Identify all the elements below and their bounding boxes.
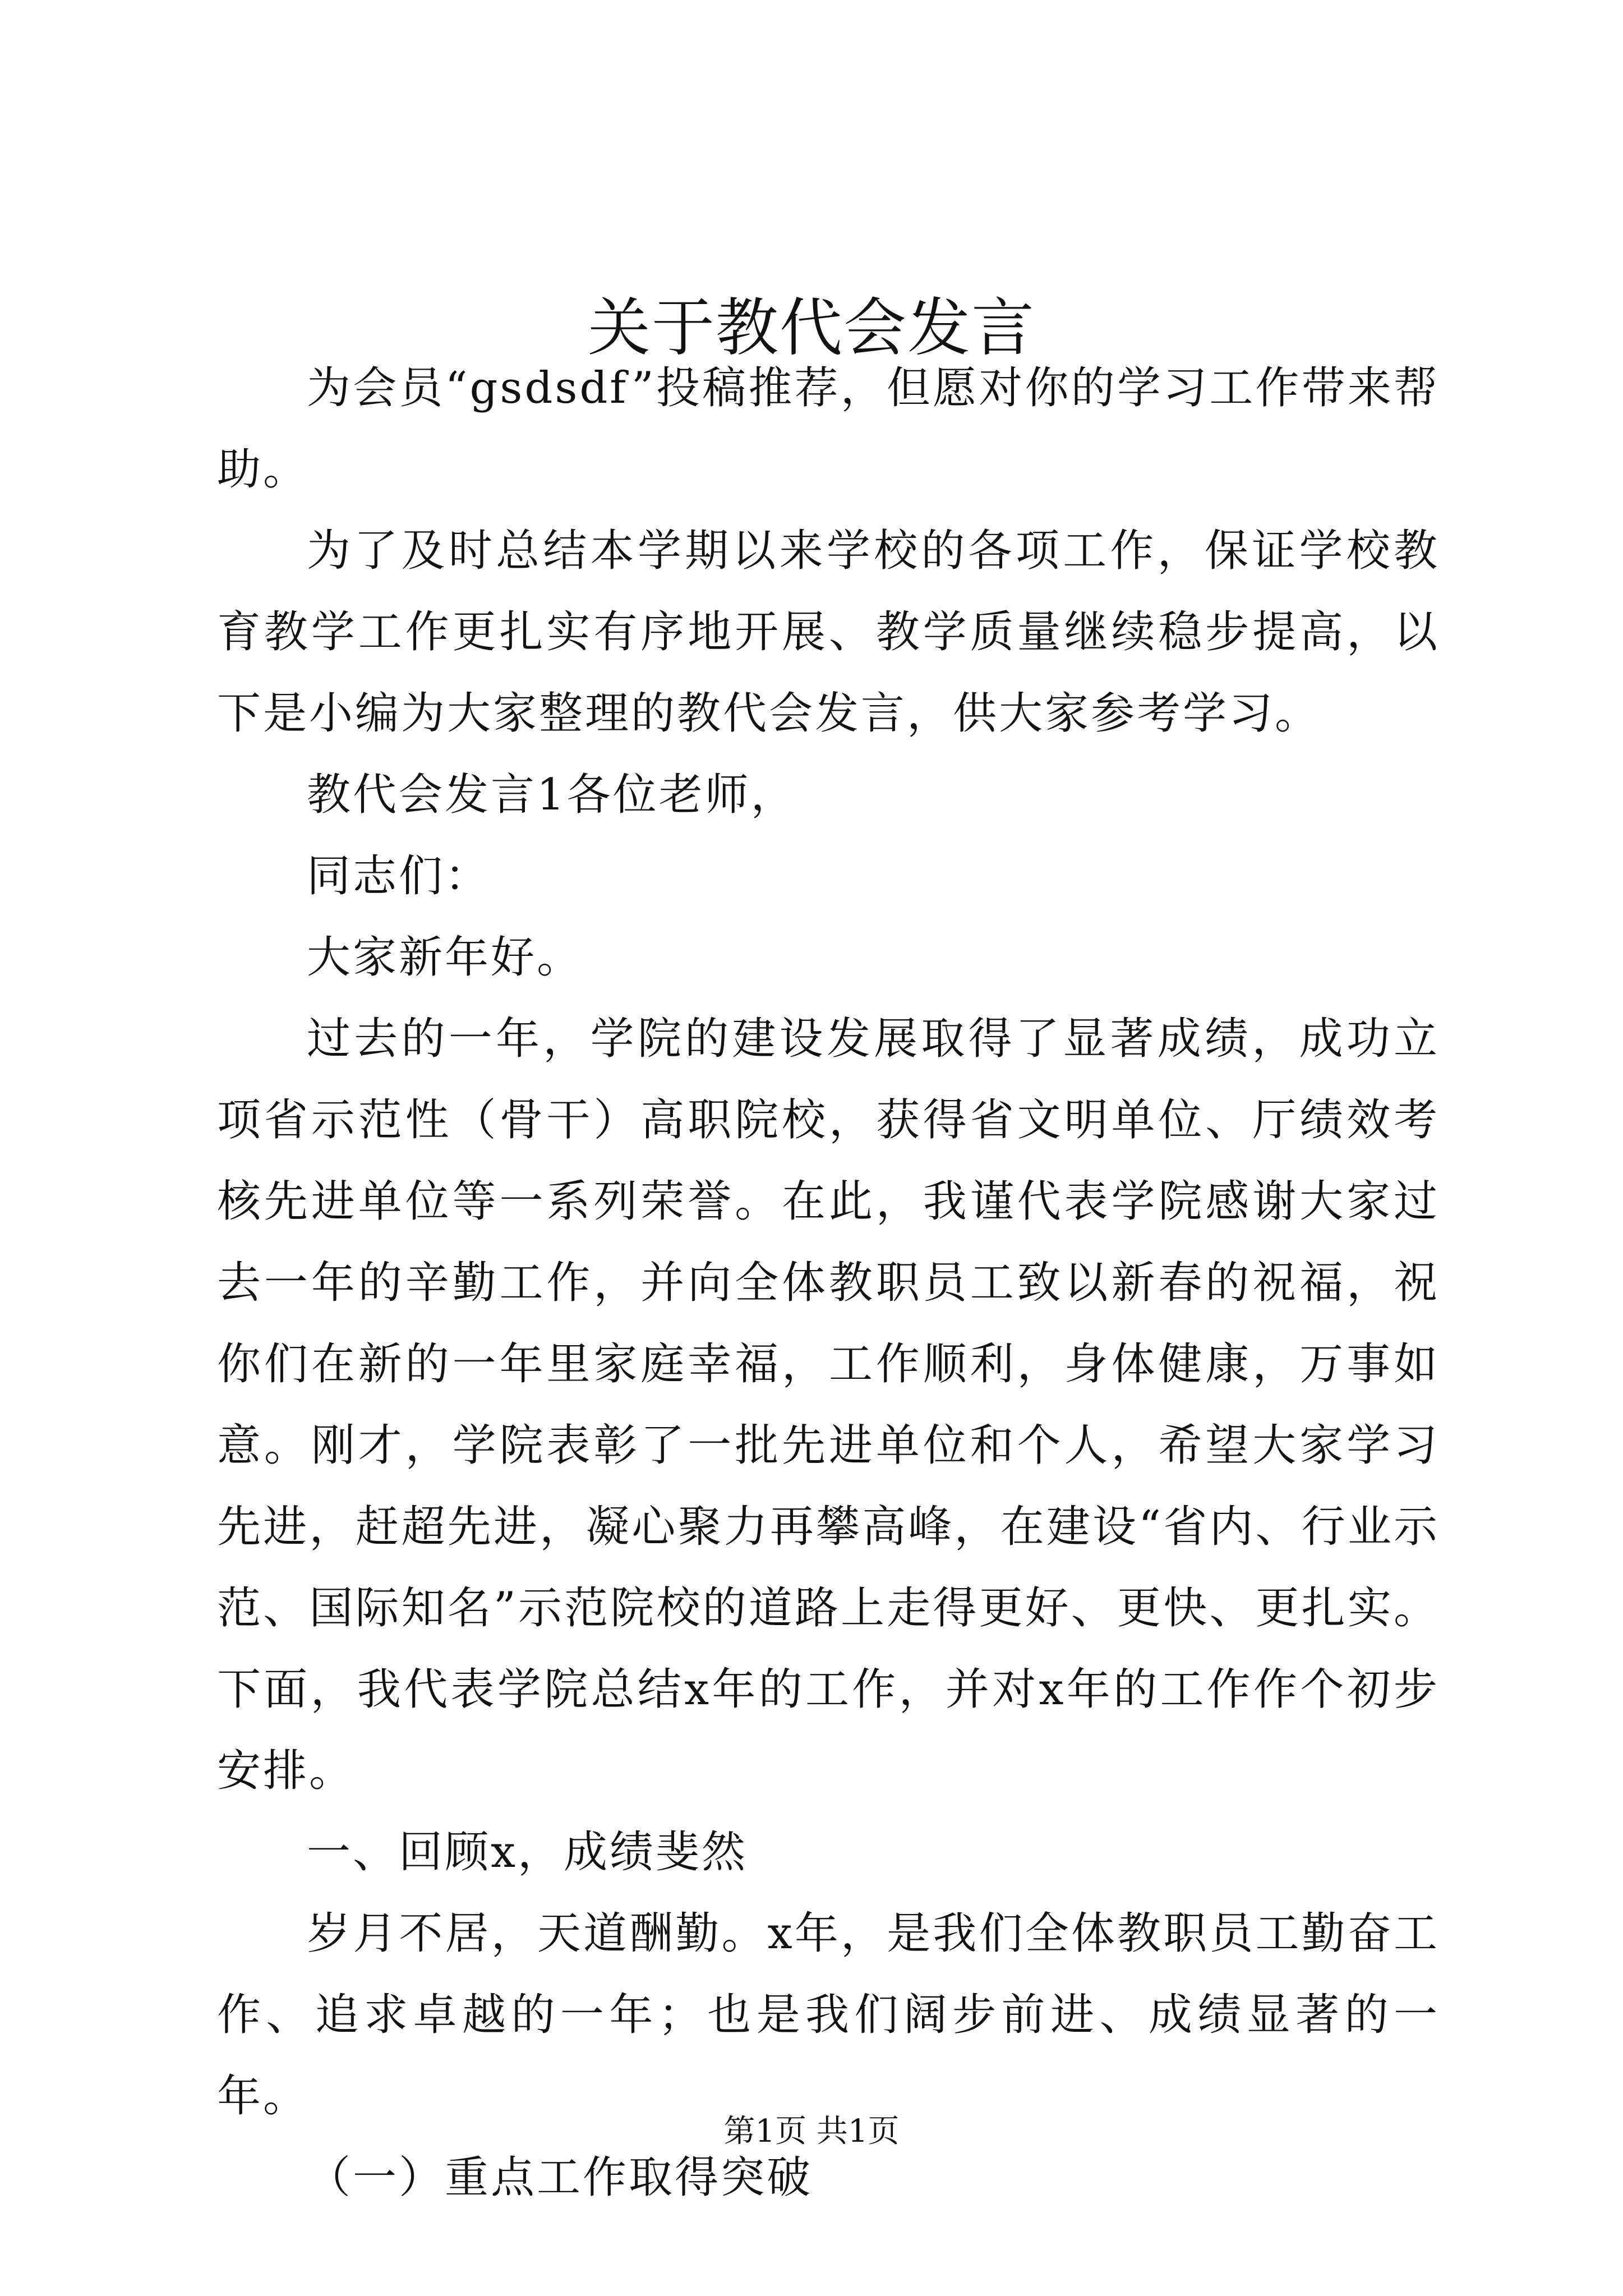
paragraph-salutation: 教代会发言1各位老师， bbox=[307, 770, 797, 820]
paragraph-greeting: 大家新年好。 bbox=[307, 932, 583, 983]
paragraph-intro-note: 为会员“gsdsdf”投稿推荐，但愿对你的学习工作带来帮助。 bbox=[217, 363, 1440, 495]
page-footer: 第1页 共1页 bbox=[723, 2113, 900, 2150]
paragraph-section-1: 岁月不居，天道酬勤。x年，是我们全体教职员工勤奋工作、追求卓越的一年；也是我们阔步前进、成绩显著的一年。 bbox=[217, 1908, 1440, 2122]
section-heading-1: 一、回顾x，成绩斐然 bbox=[307, 1827, 748, 1878]
document-title: 关于教代会发言 bbox=[588, 292, 1035, 365]
paragraph-preface: 为了及时总结本学期以来学校的各项工作，保证学校教育教学工作更扎实有序地开展、教学质量继续稳步提高，以下是小编为大家整理的教代会发言，供大家参考学习。 bbox=[217, 526, 1440, 739]
document-body bbox=[217, 348, 1440, 2219]
subsection-heading-1: （一）重点工作取得突破 bbox=[307, 2152, 813, 2203]
paragraph-review: 过去的一年，学院的建设发展取得了显著成绩，成功立项省示范性（骨干）高职院校，获得省文明单位、厅绩效考核先进单位等一系列荣誉。在此，我谨代表学院感谢大家过去一年的辛勤工作，并向全体教职员工致以新春的祝福，祝你们在新的一年里家庭幸福，工作顺利，身体健康，万事如意。刚才，学院表彰了一批先进单位和个人，希望大家学习先进，赶超先进，凝心聚力再攀高峰，在建设“省内、行业示范、国际知名”示范院校的道路上走得更好、更快、更扎实。下面，我代表学院总结x年的工作，并对x年的工作作个初步安排。 bbox=[217, 1014, 1440, 1796]
paragraph-salutation-cont: 同志们： bbox=[307, 851, 491, 901]
